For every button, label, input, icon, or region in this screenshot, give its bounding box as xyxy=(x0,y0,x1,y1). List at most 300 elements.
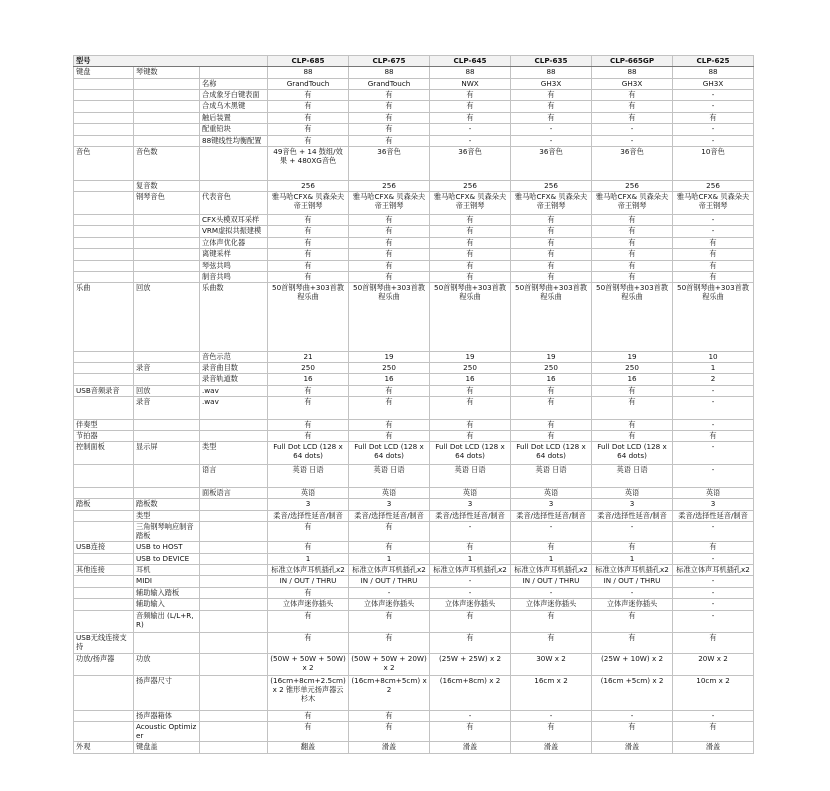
table-row xyxy=(74,553,754,564)
cell-value: 有 xyxy=(511,419,592,430)
table-row xyxy=(74,499,754,510)
cell-value: (16cm+8cm+5cm) x 2 xyxy=(349,676,430,710)
row-subitem xyxy=(200,610,268,633)
row-category: 控制面板 xyxy=(74,442,134,465)
cell-value: (50W + 50W + 50W) x 2 xyxy=(268,653,349,676)
table-row xyxy=(74,653,754,676)
cell-value: - xyxy=(430,576,511,587)
cell-value: 有 xyxy=(349,710,430,721)
cell-value: - xyxy=(511,135,592,146)
cell-value: 88 xyxy=(511,67,592,78)
cell-value: 有 xyxy=(430,431,511,442)
row-category xyxy=(74,271,134,282)
cell-value: 36音色 xyxy=(592,146,673,180)
cell-value: 1 xyxy=(592,553,673,564)
cell-value: 雅马哈CFX& 贝森朵夫帝王钢琴 xyxy=(673,192,754,215)
cell-value: 有 xyxy=(592,419,673,430)
cell-value: 88 xyxy=(430,67,511,78)
cell-value: 36音色 xyxy=(349,146,430,180)
cell-value: 立体声迷你插头 xyxy=(592,599,673,610)
cell-value: 雅马哈CFX& 贝森朵夫帝王钢琴 xyxy=(349,192,430,215)
cell-value: GH3X xyxy=(592,78,673,89)
row-category xyxy=(74,226,134,237)
cell-value: 250 xyxy=(268,362,349,373)
cell-value: 50首钢琴曲+303首教程乐曲 xyxy=(511,283,592,351)
cell-value: 有 xyxy=(592,112,673,123)
row-item: 显示屏 xyxy=(134,442,200,465)
cell-value: 英语 xyxy=(511,487,592,498)
row-subitem: 88键线性均衡配置 xyxy=(200,135,268,146)
row-category xyxy=(74,124,134,135)
cell-value: 3 xyxy=(268,499,349,510)
row-item: USB to HOST xyxy=(134,542,200,553)
table-row xyxy=(74,510,754,521)
row-category xyxy=(74,90,134,101)
row-category xyxy=(74,249,134,260)
cell-value: 标准立体声耳机插孔x2 xyxy=(592,565,673,576)
cell-value: 1 xyxy=(673,362,754,373)
row-item xyxy=(134,124,200,135)
cell-value: 有 xyxy=(673,271,754,282)
row-category: 踏板 xyxy=(74,499,134,510)
row-item: 回放 xyxy=(134,283,200,351)
cell-value: - xyxy=(673,385,754,396)
cell-value: 3 xyxy=(349,499,430,510)
cell-value: 英语 xyxy=(430,487,511,498)
cell-value: 滑盖 xyxy=(349,742,430,754)
cell-value: 50首钢琴曲+303首教程乐曲 xyxy=(430,283,511,351)
cell-value: 翻盖 xyxy=(268,742,349,754)
row-item xyxy=(134,260,200,271)
row-item: USB to DEVICE xyxy=(134,553,200,564)
cell-value: 标准立体声耳机插孔x2 xyxy=(268,565,349,576)
row-item: 辅助输入踏板 xyxy=(134,587,200,598)
cell-value: 立体声迷你插头 xyxy=(511,599,592,610)
row-item: 耳机 xyxy=(134,565,200,576)
cell-value: - xyxy=(592,587,673,598)
cell-value: 250 xyxy=(592,362,673,373)
table-row xyxy=(74,78,754,89)
cell-value: 30W x 2 xyxy=(511,653,592,676)
cell-value: 21 xyxy=(268,351,349,362)
row-item: 回放 xyxy=(134,385,200,396)
cell-value: 雅马哈CFX& 贝森朵夫帝王钢琴 xyxy=(430,192,511,215)
row-item: 扬声器尺寸 xyxy=(134,676,200,710)
cell-value: 有 xyxy=(673,721,754,741)
table-row xyxy=(74,249,754,260)
cell-value: 有 xyxy=(511,396,592,419)
cell-value: 有 xyxy=(511,112,592,123)
cell-value: 1 xyxy=(268,553,349,564)
row-subitem xyxy=(200,553,268,564)
cell-value: - xyxy=(673,419,754,430)
row-category xyxy=(74,610,134,633)
cell-value: 19 xyxy=(592,351,673,362)
cell-value: 有 xyxy=(673,249,754,260)
cell-value: 柔音/选择性延音/制音 xyxy=(511,510,592,521)
cell-value: 256 xyxy=(268,181,349,192)
cell-value: 有 xyxy=(268,237,349,248)
table-row xyxy=(74,419,754,430)
row-item: 录音 xyxy=(134,362,200,373)
cell-value: - xyxy=(673,576,754,587)
cell-value: 10 xyxy=(673,351,754,362)
row-category xyxy=(74,135,134,146)
table-row xyxy=(74,465,754,488)
cell-value: - xyxy=(673,135,754,146)
cell-value: 256 xyxy=(430,181,511,192)
row-subitem: 离键采样 xyxy=(200,249,268,260)
cell-value: 有 xyxy=(349,237,430,248)
table-row xyxy=(74,67,754,78)
row-item: Acoustic Optimizer xyxy=(134,721,200,741)
cell-value: 有 xyxy=(592,385,673,396)
cell-value: 88 xyxy=(268,67,349,78)
row-subitem: 录音轨道数 xyxy=(200,374,268,385)
row-subitem: 乐曲数 xyxy=(200,283,268,351)
cell-value: 有 xyxy=(511,542,592,553)
cell-value: 有 xyxy=(430,215,511,226)
cell-value: 有 xyxy=(268,124,349,135)
cell-value: Full Dot LCD (128 x 64 dots) xyxy=(511,442,592,465)
cell-value: 有 xyxy=(349,419,430,430)
cell-value: 256 xyxy=(511,181,592,192)
cell-value: - xyxy=(592,521,673,541)
cell-value: - xyxy=(511,124,592,135)
row-category xyxy=(74,521,134,541)
row-subitem: 立体声优化器 xyxy=(200,237,268,248)
cell-value: 有 xyxy=(349,396,430,419)
table-row xyxy=(74,226,754,237)
table-row xyxy=(74,146,754,180)
cell-value: 立体声迷你插头 xyxy=(430,599,511,610)
row-subitem: 配重铅块 xyxy=(200,124,268,135)
cell-value: 16 xyxy=(268,374,349,385)
cell-value: 柔音/选择性延音/制音 xyxy=(349,510,430,521)
cell-value: 256 xyxy=(349,181,430,192)
row-category xyxy=(74,112,134,123)
cell-value: 256 xyxy=(673,181,754,192)
table-row xyxy=(74,710,754,721)
row-subitem: 合成象牙白键表面 xyxy=(200,90,268,101)
cell-value: 19 xyxy=(349,351,430,362)
row-item xyxy=(134,431,200,442)
table-row xyxy=(74,396,754,419)
row-subitem: 录音曲目数 xyxy=(200,362,268,373)
row-subitem xyxy=(200,565,268,576)
table-row xyxy=(74,610,754,633)
cell-value: 雅马哈CFX& 贝森朵夫帝王钢琴 xyxy=(511,192,592,215)
cell-value: 标准立体声耳机插孔x2 xyxy=(349,565,430,576)
table-row xyxy=(74,283,754,351)
cell-value: 有 xyxy=(268,385,349,396)
table-row xyxy=(74,90,754,101)
cell-value: 有 xyxy=(349,721,430,741)
row-category: 伴奏型 xyxy=(74,419,134,430)
cell-value: - xyxy=(673,124,754,135)
cell-value: - xyxy=(673,396,754,419)
cell-value: (16cm +5cm) x 2 xyxy=(592,676,673,710)
cell-value: 16 xyxy=(430,374,511,385)
cell-value: 有 xyxy=(592,396,673,419)
cell-value: 有 xyxy=(592,90,673,101)
row-subitem: 面板语言 xyxy=(200,487,268,498)
cell-value: 立体声迷你插头 xyxy=(268,599,349,610)
cell-value: 英语 日语 xyxy=(268,465,349,488)
cell-value: 有 xyxy=(268,112,349,123)
row-category xyxy=(74,576,134,587)
row-subitem: 琴弦共鸣 xyxy=(200,260,268,271)
row-subitem: 名称 xyxy=(200,78,268,89)
row-category xyxy=(74,237,134,248)
cell-value: 有 xyxy=(511,237,592,248)
row-item xyxy=(134,112,200,123)
row-item: 录音 xyxy=(134,396,200,419)
cell-value: 有 xyxy=(268,260,349,271)
row-item: 功放 xyxy=(134,653,200,676)
row-subitem xyxy=(200,146,268,180)
cell-value: 英语 日语 xyxy=(592,465,673,488)
table-row xyxy=(74,385,754,396)
cell-value: 10音色 xyxy=(673,146,754,180)
row-category xyxy=(74,215,134,226)
cell-value: 16 xyxy=(511,374,592,385)
cell-value: 英语 xyxy=(349,487,430,498)
cell-value: 有 xyxy=(592,237,673,248)
cell-value: 有 xyxy=(268,396,349,419)
cell-value: 有 xyxy=(511,215,592,226)
cell-value: 有 xyxy=(673,112,754,123)
table-row xyxy=(74,124,754,135)
row-item xyxy=(134,633,200,653)
cell-value: 标准立体声耳机插孔x2 xyxy=(430,565,511,576)
cell-value: 英语 xyxy=(592,487,673,498)
cell-value: 3 xyxy=(673,499,754,510)
cell-value: - xyxy=(511,710,592,721)
cell-value: 有 xyxy=(673,431,754,442)
table-row xyxy=(74,101,754,112)
table-row xyxy=(74,374,754,385)
row-item: 复音数 xyxy=(134,181,200,192)
cell-value: 2 xyxy=(673,374,754,385)
cell-value: 有 xyxy=(673,260,754,271)
cell-value: 有 xyxy=(349,215,430,226)
row-item xyxy=(134,226,200,237)
header-model-5: CLP-665GP xyxy=(592,56,673,67)
cell-value: 有 xyxy=(268,610,349,633)
row-category xyxy=(74,553,134,564)
cell-value: - xyxy=(430,135,511,146)
cell-value: 36音色 xyxy=(511,146,592,180)
cell-value: 有 xyxy=(511,260,592,271)
cell-value: GrandTouch xyxy=(268,78,349,89)
cell-value: 有 xyxy=(349,521,430,541)
row-subitem xyxy=(200,542,268,553)
cell-value: 有 xyxy=(349,226,430,237)
cell-value: 250 xyxy=(430,362,511,373)
row-item xyxy=(134,78,200,89)
cell-value: 滑盖 xyxy=(511,742,592,754)
cell-value: 有 xyxy=(511,431,592,442)
row-item xyxy=(134,271,200,282)
row-subitem: 代表音色 xyxy=(200,192,268,215)
cell-value: 有 xyxy=(349,271,430,282)
table-row xyxy=(74,576,754,587)
cell-value: Full Dot LCD (128 x 64 dots) xyxy=(430,442,511,465)
cell-value: - xyxy=(592,135,673,146)
row-category: 乐曲 xyxy=(74,283,134,351)
cell-value: 有 xyxy=(592,633,673,653)
cell-value: - xyxy=(511,521,592,541)
cell-value: - xyxy=(673,442,754,465)
cell-value: 有 xyxy=(430,90,511,101)
cell-value: 有 xyxy=(268,249,349,260)
row-category xyxy=(74,487,134,498)
row-subitem: .wav xyxy=(200,396,268,419)
cell-value: 250 xyxy=(511,362,592,373)
row-subitem xyxy=(200,721,268,741)
cell-value: 有 xyxy=(430,633,511,653)
cell-value: 有 xyxy=(349,542,430,553)
cell-value: 36音色 xyxy=(430,146,511,180)
cell-value: GrandTouch xyxy=(349,78,430,89)
cell-value: - xyxy=(673,610,754,633)
cell-value: - xyxy=(673,465,754,488)
cell-value: 有 xyxy=(268,633,349,653)
cell-value: - xyxy=(673,101,754,112)
cell-value: 标准立体声耳机插孔x2 xyxy=(673,565,754,576)
cell-value: 1 xyxy=(349,553,430,564)
cell-value: 有 xyxy=(268,90,349,101)
cell-value: 20W x 2 xyxy=(673,653,754,676)
cell-value: 有 xyxy=(592,431,673,442)
header-model-4: CLP-635 xyxy=(511,56,592,67)
row-category xyxy=(74,721,134,741)
row-category xyxy=(74,181,134,192)
cell-value: - xyxy=(673,215,754,226)
row-subitem: 合成乌木黑键 xyxy=(200,101,268,112)
cell-value: 有 xyxy=(592,610,673,633)
table-row xyxy=(74,351,754,362)
cell-value: 有 xyxy=(592,101,673,112)
table-row xyxy=(74,192,754,215)
cell-value: 有 xyxy=(430,271,511,282)
cell-value: 有 xyxy=(349,124,430,135)
row-subitem xyxy=(200,499,268,510)
cell-value: 有 xyxy=(268,721,349,741)
cell-value: GH3X xyxy=(673,78,754,89)
row-category: USB连接 xyxy=(74,542,134,553)
row-subitem xyxy=(200,710,268,721)
row-subitem xyxy=(200,587,268,598)
cell-value: 有 xyxy=(673,237,754,248)
row-category xyxy=(74,101,134,112)
row-item: 音频输出 (L/L+R, R) xyxy=(134,610,200,633)
row-item: 踏板数 xyxy=(134,499,200,510)
cell-value: 有 xyxy=(349,101,430,112)
table-row xyxy=(74,442,754,465)
row-item xyxy=(134,101,200,112)
cell-value: 有 xyxy=(511,249,592,260)
cell-value: 有 xyxy=(349,385,430,396)
cell-value: IN / OUT / THRU xyxy=(268,576,349,587)
row-item: 音色数 xyxy=(134,146,200,180)
cell-value: 有 xyxy=(430,542,511,553)
cell-value: 250 xyxy=(349,362,430,373)
cell-value: 柔音/选择性延音/制音 xyxy=(430,510,511,521)
cell-value: 有 xyxy=(511,721,592,741)
cell-value: 有 xyxy=(349,135,430,146)
cell-value: 英语 xyxy=(268,487,349,498)
cell-value: 英语 日语 xyxy=(349,465,430,488)
row-category xyxy=(74,78,134,89)
cell-value: 有 xyxy=(268,710,349,721)
cell-value: IN / OUT / THRU xyxy=(349,576,430,587)
cell-value: 88 xyxy=(349,67,430,78)
cell-value: 有 xyxy=(511,101,592,112)
table-row xyxy=(74,260,754,271)
cell-value: 有 xyxy=(592,721,673,741)
header-model-label: 型号 xyxy=(74,56,268,67)
table-row xyxy=(74,565,754,576)
cell-value: 有 xyxy=(430,396,511,419)
cell-value: - xyxy=(349,587,430,598)
cell-value: 16 xyxy=(349,374,430,385)
row-item xyxy=(134,135,200,146)
cell-value: 50首钢琴曲+303首教程乐曲 xyxy=(349,283,430,351)
cell-value: 标准立体声耳机插孔x2 xyxy=(511,565,592,576)
cell-value: 有 xyxy=(349,249,430,260)
table-row xyxy=(74,633,754,653)
header-model-2: CLP-675 xyxy=(349,56,430,67)
header-row xyxy=(74,56,754,67)
table-row xyxy=(74,181,754,192)
row-category xyxy=(74,599,134,610)
cell-value: IN / OUT / THRU xyxy=(592,576,673,587)
row-subitem: VRM虚拟共振建模 xyxy=(200,226,268,237)
row-category: 键盘 xyxy=(74,67,134,78)
cell-value: 88 xyxy=(592,67,673,78)
row-subitem xyxy=(200,676,268,710)
table-row xyxy=(74,237,754,248)
row-item: MIDI xyxy=(134,576,200,587)
row-subitem: .wav xyxy=(200,385,268,396)
row-item: 琴键数 xyxy=(134,67,200,78)
cell-value: 有 xyxy=(268,431,349,442)
cell-value: GH3X xyxy=(511,78,592,89)
cell-value: 有 xyxy=(268,419,349,430)
cell-value: 有 xyxy=(430,237,511,248)
cell-value: 88 xyxy=(673,67,754,78)
cell-value: 19 xyxy=(511,351,592,362)
row-category xyxy=(74,351,134,362)
cell-value: 有 xyxy=(268,271,349,282)
row-category xyxy=(74,374,134,385)
table-row xyxy=(74,215,754,226)
cell-value: - xyxy=(673,521,754,541)
spec-table xyxy=(73,55,754,754)
cell-value: - xyxy=(673,553,754,564)
cell-value: 雅马哈CFX& 贝森朵夫帝王钢琴 xyxy=(592,192,673,215)
row-subitem xyxy=(200,653,268,676)
cell-value: 英语 日语 xyxy=(511,465,592,488)
table-row xyxy=(74,271,754,282)
cell-value: - xyxy=(430,521,511,541)
table-row xyxy=(74,431,754,442)
cell-value: Full Dot LCD (128 x 64 dots) xyxy=(349,442,430,465)
cell-value: (25W + 10W) x 2 xyxy=(592,653,673,676)
cell-value: 有 xyxy=(430,226,511,237)
